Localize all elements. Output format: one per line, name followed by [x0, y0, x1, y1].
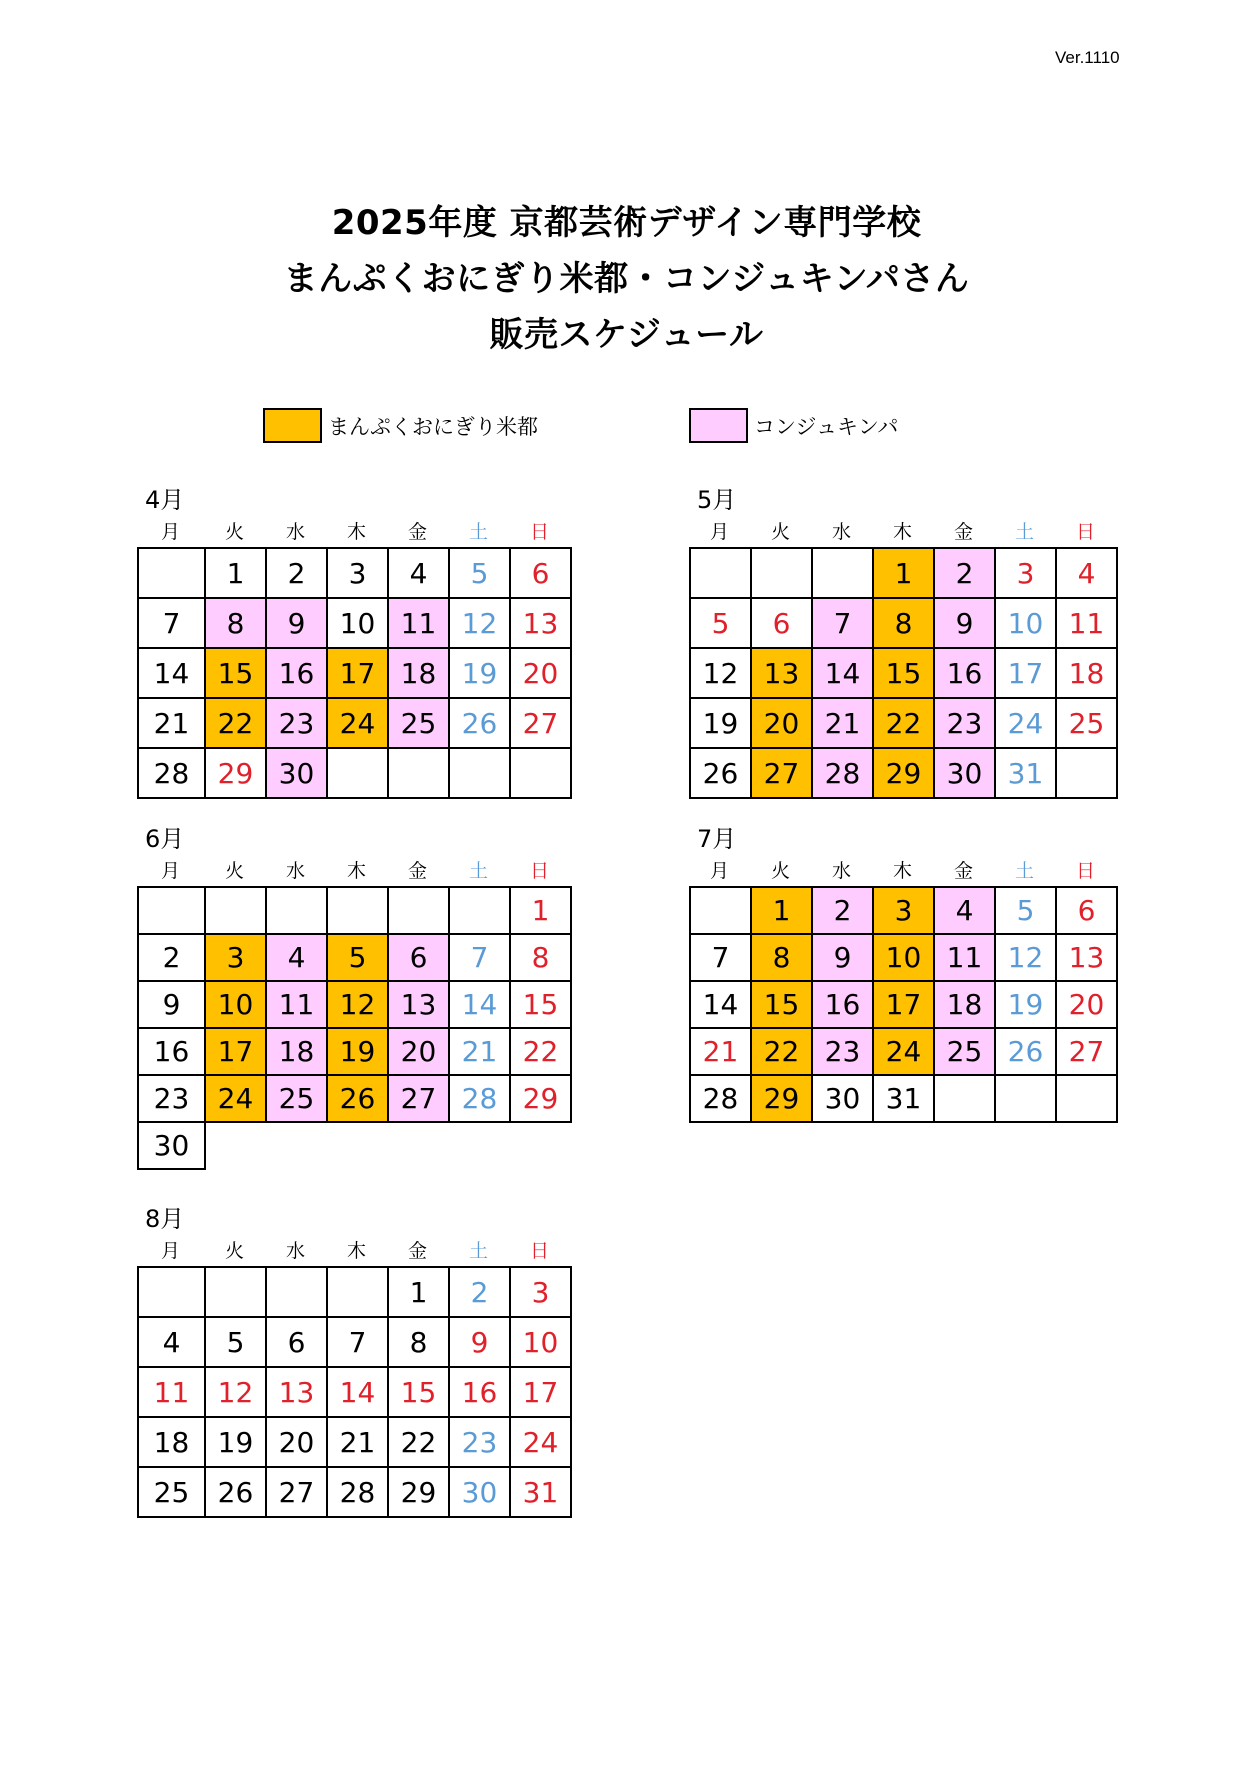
- calendar-empty-cell: [139, 888, 206, 935]
- weekday-label: 水: [831, 860, 851, 882]
- calendar-day: 18: [935, 982, 996, 1029]
- calendar-week-row: [689, 547, 1118, 599]
- calendar-day: 23: [813, 1029, 874, 1076]
- calendar-day: 24: [511, 1418, 572, 1468]
- weekday-label: 水: [831, 521, 851, 543]
- calendar-day: 15: [752, 982, 813, 1029]
- calendar-month: [137, 483, 572, 799]
- weekday-label: 水: [285, 860, 305, 882]
- calendar-day: 21: [139, 699, 206, 749]
- calendar-day: 19: [691, 699, 752, 749]
- calendar-day: 24: [874, 1029, 935, 1076]
- weekday-label: 土: [1014, 521, 1034, 543]
- calendar-day: 12: [206, 1368, 267, 1418]
- calendar-day: 7: [691, 935, 752, 982]
- weekday-label: 木: [346, 521, 366, 543]
- calendar-day: 4: [1057, 549, 1118, 599]
- calendar-day: 8: [511, 935, 572, 982]
- calendar-day: 24: [206, 1076, 267, 1123]
- weekday-label: 水: [285, 521, 305, 543]
- weekday-label: 土: [468, 1240, 488, 1262]
- calendar-day: 6: [1057, 888, 1118, 935]
- calendar-day: 12: [450, 599, 511, 649]
- weekday-label: 金: [407, 860, 427, 882]
- calendar-day: 20: [752, 699, 813, 749]
- calendar-empty-cell: [389, 749, 450, 799]
- calendar-day: 5: [328, 935, 389, 982]
- calendar-day: 12: [328, 982, 389, 1029]
- calendar-empty-cell: [328, 888, 389, 935]
- calendar-day: 27: [1057, 1029, 1118, 1076]
- weekday-label: 土: [468, 860, 488, 882]
- calendar-day: 5: [996, 888, 1057, 935]
- calendar-week-row: [137, 699, 572, 749]
- calendar-day: 9: [139, 982, 206, 1029]
- legend-kimbap: [689, 408, 898, 443]
- calendar-day: 6: [752, 599, 813, 649]
- calendar-empty-cell: [450, 749, 511, 799]
- calendar-empty-cell: [1057, 1076, 1118, 1123]
- calendar-day: 26: [450, 699, 511, 749]
- calendar-day: 21: [691, 1029, 752, 1076]
- legend-onigiri: [263, 408, 538, 443]
- weekday-label: 月: [709, 860, 729, 882]
- calendar-week-row: [137, 1468, 572, 1518]
- calendar-week-row: [689, 1076, 1118, 1123]
- calendar-day: 1: [206, 549, 267, 599]
- calendar-day: 16: [813, 982, 874, 1029]
- calendar-day: 14: [328, 1368, 389, 1418]
- calendar-empty-cell: [450, 888, 511, 935]
- calendar-day: 19: [206, 1418, 267, 1468]
- calendar-day: 23: [450, 1418, 511, 1468]
- month-title: 4月: [145, 486, 185, 514]
- weekday-label: 火: [224, 521, 244, 543]
- calendar-day: 16: [450, 1368, 511, 1418]
- legend-swatch-kimbap: [689, 408, 748, 443]
- calendar-day: 6: [267, 1318, 328, 1368]
- calendar-week-row: [137, 1266, 572, 1318]
- calendar-week-row: [137, 749, 572, 799]
- calendar-day: 4: [935, 888, 996, 935]
- calendar-day: 18: [1057, 649, 1118, 699]
- page-title: [0, 195, 1253, 363]
- calendar-day: 23: [267, 699, 328, 749]
- weekday-label: 日: [529, 860, 549, 882]
- calendar-day: 22: [874, 699, 935, 749]
- calendar-day: 28: [691, 1076, 752, 1123]
- calendar-day: 18: [139, 1418, 206, 1468]
- calendar-day: 8: [389, 1318, 450, 1368]
- calendar-week-row: [137, 982, 572, 1029]
- calendar-day: 10: [328, 599, 389, 649]
- weekday-label: 金: [953, 521, 973, 543]
- calendar-day: 25: [935, 1029, 996, 1076]
- calendar-day: 3: [996, 549, 1057, 599]
- calendar-day: 8: [752, 935, 813, 982]
- weekday-header: [137, 856, 572, 886]
- calendar-day: 15: [389, 1368, 450, 1418]
- calendar-month: [137, 1202, 572, 1518]
- calendar-month: [137, 822, 572, 1170]
- calendar-day: 8: [206, 599, 267, 649]
- calendar-day: 5: [450, 549, 511, 599]
- calendar-day: 17: [874, 982, 935, 1029]
- calendar-day: 20: [511, 649, 572, 699]
- calendar-day: 25: [139, 1468, 206, 1518]
- weekday-label: 月: [160, 521, 180, 543]
- calendar-day: 26: [996, 1029, 1057, 1076]
- calendar-month: [689, 483, 1118, 799]
- weekday-header: [689, 856, 1118, 886]
- calendar-day: 19: [328, 1029, 389, 1076]
- calendar-week-row: [137, 1076, 572, 1123]
- calendar-day: 3: [206, 935, 267, 982]
- calendar-day: 20: [1057, 982, 1118, 1029]
- calendar-day: 9: [450, 1318, 511, 1368]
- calendar-day: 30: [813, 1076, 874, 1123]
- calendar-empty-cell: [813, 549, 874, 599]
- calendar-week-row: [137, 1368, 572, 1418]
- calendar-empty-cell: [328, 1268, 389, 1318]
- calendar-day: 19: [450, 649, 511, 699]
- calendar-day: 10: [996, 599, 1057, 649]
- calendar-day: 17: [996, 649, 1057, 699]
- calendar-day: 10: [874, 935, 935, 982]
- calendar-day: 18: [267, 1029, 328, 1076]
- calendar-day: 30: [139, 1123, 206, 1170]
- version-label: Ver.1110: [1055, 48, 1120, 67]
- calendar-day: 2: [935, 549, 996, 599]
- calendar-week-row: [137, 935, 572, 982]
- calendar-day: 31: [874, 1076, 935, 1123]
- calendar-day: 11: [389, 599, 450, 649]
- calendar-day: 4: [389, 549, 450, 599]
- calendar-day: 17: [328, 649, 389, 699]
- calendar-day: 21: [813, 699, 874, 749]
- calendar-week-row: [689, 935, 1118, 982]
- calendar-day: 1: [752, 888, 813, 935]
- month-title: 7月: [697, 825, 737, 853]
- weekday-label: 土: [468, 521, 488, 543]
- weekday-label: 金: [953, 860, 973, 882]
- weekday-label: 月: [160, 1240, 180, 1262]
- title-line-3: 販売スケジュール: [489, 315, 764, 355]
- calendar-day: 2: [139, 935, 206, 982]
- calendar-day: 6: [389, 935, 450, 982]
- calendar-week-row: [689, 749, 1118, 799]
- calendar-day: 21: [450, 1029, 511, 1076]
- calendar-day: 28: [450, 1076, 511, 1123]
- weekday-label: 木: [892, 521, 912, 543]
- calendar-day: 7: [139, 599, 206, 649]
- weekday-label: 木: [346, 1240, 366, 1262]
- calendar-week-row: [689, 599, 1118, 649]
- weekday-label: 日: [529, 1240, 549, 1262]
- weekday-label: 金: [407, 521, 427, 543]
- calendar-day: 7: [450, 935, 511, 982]
- calendar-day: 11: [139, 1368, 206, 1418]
- calendar-day: 13: [1057, 935, 1118, 982]
- calendar-day: 19: [996, 982, 1057, 1029]
- calendar-day: 20: [389, 1029, 450, 1076]
- legend-label-kimbap: コンジュキンパ: [754, 414, 899, 439]
- calendar-day: 25: [1057, 699, 1118, 749]
- calendar-day: 13: [389, 982, 450, 1029]
- calendar-week-row: [689, 982, 1118, 1029]
- weekday-label: 水: [285, 1240, 305, 1262]
- calendar-day: 12: [691, 649, 752, 699]
- calendar-day: 9: [267, 599, 328, 649]
- calendar-day: 26: [691, 749, 752, 799]
- calendar-day: 28: [813, 749, 874, 799]
- weekday-label: 火: [770, 860, 790, 882]
- legend-swatch-onigiri: [263, 408, 322, 443]
- calendar-week-row: [137, 599, 572, 649]
- calendar-week-row: [137, 1318, 572, 1368]
- calendar-week-row: [689, 1029, 1118, 1076]
- weekday-label: 土: [1014, 860, 1034, 882]
- calendar-day: 3: [328, 549, 389, 599]
- calendar-day: 14: [450, 982, 511, 1029]
- calendar-day: 5: [206, 1318, 267, 1368]
- calendar-day: 14: [813, 649, 874, 699]
- calendar-empty-cell: [691, 888, 752, 935]
- calendar-day: 15: [874, 649, 935, 699]
- weekday-label: 月: [160, 860, 180, 882]
- month-title: 6月: [145, 825, 185, 853]
- weekday-label: 火: [224, 1240, 244, 1262]
- calendar-empty-cell: [267, 888, 328, 935]
- calendar-week-row: [137, 1123, 206, 1170]
- calendar-day: 11: [1057, 599, 1118, 649]
- calendar-empty-cell: [206, 1268, 267, 1318]
- calendar-day: 16: [139, 1029, 206, 1076]
- weekday-label: 金: [407, 1240, 427, 1262]
- weekday-label: 火: [224, 860, 244, 882]
- calendar-day: 1: [389, 1268, 450, 1318]
- calendar-day: 1: [874, 549, 935, 599]
- calendar-week-row: [137, 1029, 572, 1076]
- calendar-day: 2: [450, 1268, 511, 1318]
- calendar-day: 13: [752, 649, 813, 699]
- calendar-day: 23: [935, 699, 996, 749]
- calendar-day: 7: [813, 599, 874, 649]
- calendar-day: 27: [267, 1468, 328, 1518]
- calendar-day: 16: [267, 649, 328, 699]
- calendar-day: 12: [996, 935, 1057, 982]
- calendar-day: 2: [267, 549, 328, 599]
- calendar-month: [689, 822, 1118, 1123]
- calendar-day: 24: [328, 699, 389, 749]
- calendar-day: 25: [389, 699, 450, 749]
- calendar-day: 7: [328, 1318, 389, 1368]
- calendar-day: 20: [267, 1418, 328, 1468]
- calendar-empty-cell: [935, 1076, 996, 1123]
- weekday-header: [137, 1236, 572, 1266]
- calendar-day: 14: [139, 649, 206, 699]
- calendar-day: 29: [511, 1076, 572, 1123]
- calendar-day: 22: [752, 1029, 813, 1076]
- calendar-empty-cell: [328, 749, 389, 799]
- calendar-day: 9: [813, 935, 874, 982]
- calendar-day: 3: [511, 1268, 572, 1318]
- calendar-day: 3: [874, 888, 935, 935]
- calendar-day: 27: [389, 1076, 450, 1123]
- calendar-day: 5: [691, 599, 752, 649]
- calendar-day: 11: [267, 982, 328, 1029]
- weekday-label: 木: [346, 860, 366, 882]
- calendar-day: 28: [328, 1468, 389, 1518]
- calendar-day: 4: [139, 1318, 206, 1368]
- calendar-day: 1: [511, 888, 572, 935]
- calendar-day: 13: [267, 1368, 328, 1418]
- calendar-day: 31: [996, 749, 1057, 799]
- calendar-empty-cell: [691, 549, 752, 599]
- calendar-empty-cell: [1057, 749, 1118, 799]
- calendar-day: 29: [206, 749, 267, 799]
- title-line-2: まんぷくおにぎり米都・コンジュキンパさん: [283, 259, 970, 299]
- calendar-day: 15: [511, 982, 572, 1029]
- calendar-day: 28: [139, 749, 206, 799]
- calendar-day: 22: [511, 1029, 572, 1076]
- calendar-day: 31: [511, 1468, 572, 1518]
- calendar-empty-cell: [206, 888, 267, 935]
- calendar-empty-cell: [139, 549, 206, 599]
- calendar-day: 10: [206, 982, 267, 1029]
- calendar-day: 6: [511, 549, 572, 599]
- calendar-day: 26: [328, 1076, 389, 1123]
- calendar-day: 10: [511, 1318, 572, 1368]
- calendar-day: 30: [450, 1468, 511, 1518]
- calendar-week-row: [689, 649, 1118, 699]
- calendar-empty-cell: [996, 1076, 1057, 1123]
- month-title: 8月: [145, 1205, 185, 1233]
- weekday-label: 月: [709, 521, 729, 543]
- calendar-day: 9: [935, 599, 996, 649]
- weekday-header: [689, 517, 1118, 547]
- calendar-day: 14: [691, 982, 752, 1029]
- weekday-label: 日: [1075, 860, 1095, 882]
- weekday-header: [137, 517, 572, 547]
- calendar-day: 18: [389, 649, 450, 699]
- calendar-empty-cell: [511, 749, 572, 799]
- month-title: 5月: [697, 486, 737, 514]
- calendar-day: 17: [511, 1368, 572, 1418]
- calendar-week-row: [689, 886, 1118, 935]
- calendar-day: 8: [874, 599, 935, 649]
- calendar-day: 27: [752, 749, 813, 799]
- calendar-empty-cell: [752, 549, 813, 599]
- weekday-label: 木: [892, 860, 912, 882]
- weekday-label: 日: [529, 521, 549, 543]
- calendar-day: 21: [328, 1418, 389, 1468]
- calendar-day: 29: [389, 1468, 450, 1518]
- calendar-day: 13: [511, 599, 572, 649]
- calendar-empty-cell: [389, 888, 450, 935]
- calendar-week-row: [137, 649, 572, 699]
- calendar-week-row: [689, 699, 1118, 749]
- calendar-day: 22: [389, 1418, 450, 1468]
- calendar-day: 24: [996, 699, 1057, 749]
- calendar-empty-cell: [267, 1268, 328, 1318]
- calendar-day: 11: [935, 935, 996, 982]
- calendar-day: 4: [267, 935, 328, 982]
- calendar-day: 16: [935, 649, 996, 699]
- weekday-label: 日: [1075, 521, 1095, 543]
- calendar-day: 17: [206, 1029, 267, 1076]
- calendar-day: 30: [935, 749, 996, 799]
- calendar-day: 29: [752, 1076, 813, 1123]
- calendar-week-row: [137, 547, 572, 599]
- calendar-day: 15: [206, 649, 267, 699]
- calendar-empty-cell: [139, 1268, 206, 1318]
- calendar-day: 25: [267, 1076, 328, 1123]
- calendar-day: 2: [813, 888, 874, 935]
- calendar-day: 29: [874, 749, 935, 799]
- calendar-day: 27: [511, 699, 572, 749]
- title-line-1: 2025年度 京都芸術デザイン専門学校: [331, 203, 922, 243]
- calendar-week-row: [137, 1418, 572, 1468]
- calendar-week-row: [137, 886, 572, 935]
- legend-label-onigiri: まんぷくおにぎり米都: [328, 414, 538, 439]
- calendar-day: 30: [267, 749, 328, 799]
- weekday-label: 火: [770, 521, 790, 543]
- calendar-day: 22: [206, 699, 267, 749]
- calendar-day: 26: [206, 1468, 267, 1518]
- calendar-day: 23: [139, 1076, 206, 1123]
